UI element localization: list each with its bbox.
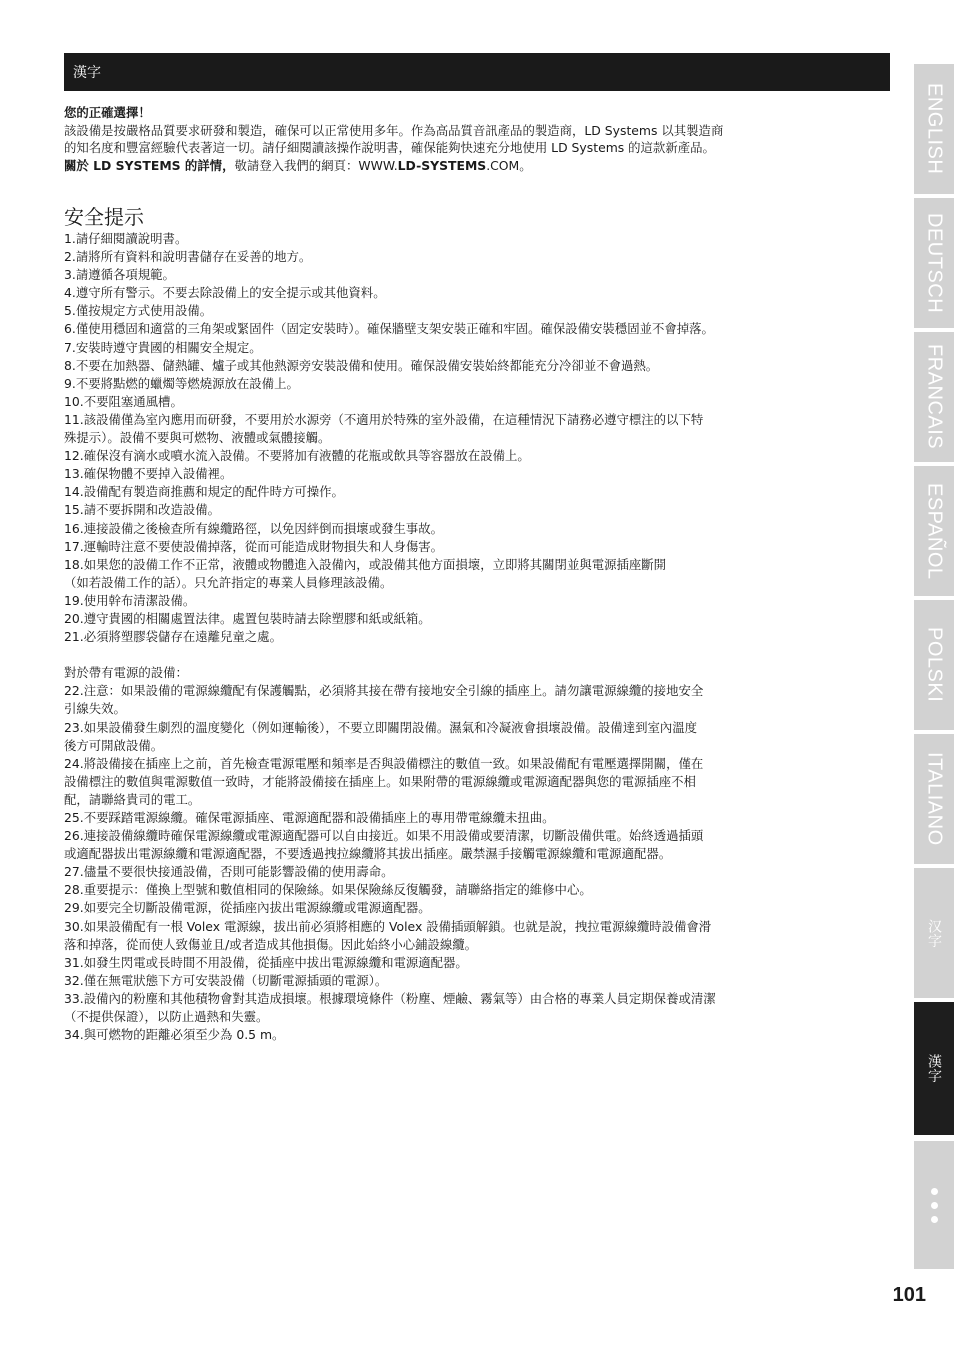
more-dots-icon xyxy=(931,1188,938,1223)
tab-chinese-traditional[interactable] xyxy=(914,1002,954,1135)
list-item: 16.連接設備之後檢查所有線纜路徑，以免因絆倒而損壞或發生事故。 xyxy=(64,520,444,536)
tab-italiano[interactable] xyxy=(914,734,954,864)
list-item: 26.連接設備線纜時確保電源線纜或電源適配器可以自由接近。如果不用設備或要清潔，切斷設備供電。始終透過插頭 xyxy=(64,828,704,844)
list-item: 13.確保物體不要掉入設備裡。 xyxy=(64,466,233,482)
tab-francais[interactable] xyxy=(914,332,954,462)
list-item: 設備標注的數值與電源數值一致時，才能將設備接在插座上。如果附帶的電源線纜或電源適配器與您的電源插座不相 xyxy=(64,773,696,789)
list-item: 30.如果設備配有一根 Volex 電源線，拔出前必須將相應的 Volex 設備插頭解鎖。也就是說，拽拉電源線纜時設備會滑 xyxy=(64,918,712,934)
intro-block xyxy=(64,104,890,174)
list-item: 對於帶有電源的設備： xyxy=(64,665,188,681)
tab-italiano-label: ITALIANO xyxy=(923,752,946,846)
list-item: 11.該設備僅為室內應用而研發，不要用於水源旁（不適用於特殊的室外設備，在這種情況下請務必遵守標注的以下特 xyxy=(64,411,704,427)
list-item: 配，請聯絡貴司的電工。 xyxy=(64,791,201,807)
intro-website-lead: 敬請登入我們的網頁：WWW. xyxy=(234,157,398,173)
list-item: 殊提示）。設備不要與可燃物、液體或氣體接觸。 xyxy=(64,430,331,446)
list-item: 9.不要將點燃的蠟燭等燃燒源放在設備上。 xyxy=(64,375,299,391)
intro-line-2: 的知名度和豐富經驗代表著這一切。請仔細閱讀該操作說明書，確保能夠快速充分地使用 LD Systems 的這款新產品。 xyxy=(64,140,715,155)
list-item: 1.請仔細閱讀說明書。 xyxy=(64,231,188,246)
list-item: 27.儘量不要很快接通設備，否則可能影響設備的使用壽命。 xyxy=(64,864,394,880)
tab-english[interactable] xyxy=(914,64,954,194)
list-item: 31.如發生閃電或長時間不用設備，從插座中拔出電源線纜和電源適配器。 xyxy=(64,954,468,970)
list-item: （不提供保證），以防止過熱和失靈。 xyxy=(64,1009,269,1025)
list-item: 或適配器拔出電源線纜和電源適配器，不要透過拽拉線纜將其拔出插座。嚴禁濕手接觸電源線纜和電源適配器。 xyxy=(64,846,672,862)
tab-polski[interactable] xyxy=(914,600,954,730)
tab-deutsch-label: DEUTSCH xyxy=(923,212,946,314)
intro-line-1: 該設備是按嚴格品質要求研發和製造，確保可以正常使用多年。作為高品質音訊產品的製造商，LD Systems 以其製造商 xyxy=(64,122,724,138)
list-item: 10.不要阻塞通風槽。 xyxy=(64,393,183,409)
header-title: 漢字 xyxy=(73,65,101,81)
list-item: （如若設備工作的話）。只允許指定的專業人員修理該設備。 xyxy=(64,574,393,590)
page-number: 101 xyxy=(892,1284,926,1306)
list-item: 24.將設備接在插座上之前，首先檢查電源電壓和頻率是否與設備標注的數值一致。如果設備配有電壓選擇開關，僅在 xyxy=(64,755,704,771)
list-item: 34.與可燃物的距離必須至少為 0.5 m。 xyxy=(64,1027,285,1043)
tab-english-label: ENGLISH xyxy=(923,83,946,175)
list-item: 25.不要踩踏電源線纜。確保電源插座、電源適配器和設備插座上的專用帶電線纜未扭曲。 xyxy=(64,810,555,825)
list-item: 12.確保沒有滴水或噴水流入設備。不要將加有液體的花瓶或飲具等容器放在設備上。 xyxy=(64,448,530,464)
tab-deutsch[interactable] xyxy=(914,198,954,328)
intro-heading: 您的正確選擇！ xyxy=(64,105,151,120)
list-item: 8.不要在加熱器、儲熱罐、爐子或其他熱源旁安裝設備和使用。確保設備安裝始終都能充分冷卻並不會過熱。 xyxy=(64,357,659,373)
list-item: 6.僅使用穩固和適當的三角架或緊固件（固定安裝時）。確保牆壁支架安裝正確和牢固。確保設備安裝穩固並不會掉落。 xyxy=(64,321,714,337)
list-item: 2.請將所有資料和說明書儲存在妥善的地方。 xyxy=(64,249,312,265)
list-item: 4.遵守所有警示。不要去除設備上的安全提示或其他資料。 xyxy=(64,285,386,301)
list-item: 28.重要提示：僅換上型號和數值相同的保險絲。如果保險絲反復觸發，請聯絡指定的維修中心。 xyxy=(64,882,592,898)
tab-francais-label: FRANCAIS xyxy=(923,344,946,450)
list-spacer xyxy=(64,646,890,664)
list-item: 引線失效。 xyxy=(64,701,126,717)
tab-chinese-simplified-label: 汉字 xyxy=(926,918,942,948)
tab-espanol-label: ESPAÑOL xyxy=(923,482,946,580)
intro-line-3 xyxy=(64,157,890,175)
list-item: 21.必須將塑膠袋儲存在遠離兒童之處。 xyxy=(64,629,282,645)
list-item: 17.運輸時注意不要使設備掉落，從而可能造成財物損失和人身傷害。 xyxy=(64,538,444,554)
list-item: 15.請不要拆開和改造設備。 xyxy=(64,502,221,518)
tab-espanol[interactable] xyxy=(914,466,954,596)
intro-brand-lead: 關於 LD SYSTEMS 的詳情， xyxy=(64,157,235,173)
intro-website-brand: LD-SYSTEMS xyxy=(397,157,487,173)
safety-title: 安全提示 xyxy=(64,205,144,229)
list-item: 3.請遵循各項規範。 xyxy=(64,267,175,283)
tab-more[interactable] xyxy=(914,1141,954,1269)
safety-list xyxy=(64,230,890,1044)
list-item: 29.如要完全切斷設備電源，從插座內拔出電源線纜或電源適配器。 xyxy=(64,900,431,916)
list-item: 18.如果您的設備工作不正常，液體或物體進入設備內，或設備其他方面損壞，立即將其關閉並與電源插座斷開 xyxy=(64,556,667,572)
list-item: 7.安裝時遵守貴國的相關安全規定。 xyxy=(64,339,262,355)
list-item: 14.設備配有製造商推薦和規定的配件時方可操作。 xyxy=(64,484,344,500)
section-header-bar xyxy=(64,53,890,91)
tab-chinese-traditional-label: 漢字 xyxy=(926,1054,942,1083)
list-item: 落和掉落，從而使人致傷並且/或者造成其他損傷。因此始終小心鋪設線纜。 xyxy=(64,936,478,952)
list-item: 23.如果設備發生劇烈的溫度變化（例如運輸後），不要立即關閉設備。濕氣和冷凝液會損壞設備。設備達到室內溫度 xyxy=(64,719,698,735)
list-item: 5.僅按規定方式使用設備。 xyxy=(64,303,213,319)
tab-polski-label: POLSKI xyxy=(923,627,946,703)
list-item: 22.注意：如果設備的電源線纜配有保護觸點，必須將其接在帶有接地安全引線的插座上。請勿讓電源線纜的接地安全 xyxy=(64,683,704,699)
intro-website-end: .COM。 xyxy=(486,157,532,173)
list-item: 32.僅在無電狀態下方可安裝設備（切斷電源插頭的電源）。 xyxy=(64,972,388,988)
tab-chinese-simplified[interactable] xyxy=(914,868,954,998)
list-item: 19.使用幹布清潔設備。 xyxy=(64,592,196,608)
list-item: 20.遵守貴國的相關處置法律。處置包裝時請去除塑膠和紙或紙箱。 xyxy=(64,610,431,626)
list-item: 33.設備內的粉塵和其他積物會對其造成損壞。根據環境條件（粉塵、煙鹼、霧氣等）由合格的專業人員定期保養或清潔 xyxy=(64,990,716,1006)
list-item: 後方可開啟設備。 xyxy=(64,737,164,753)
